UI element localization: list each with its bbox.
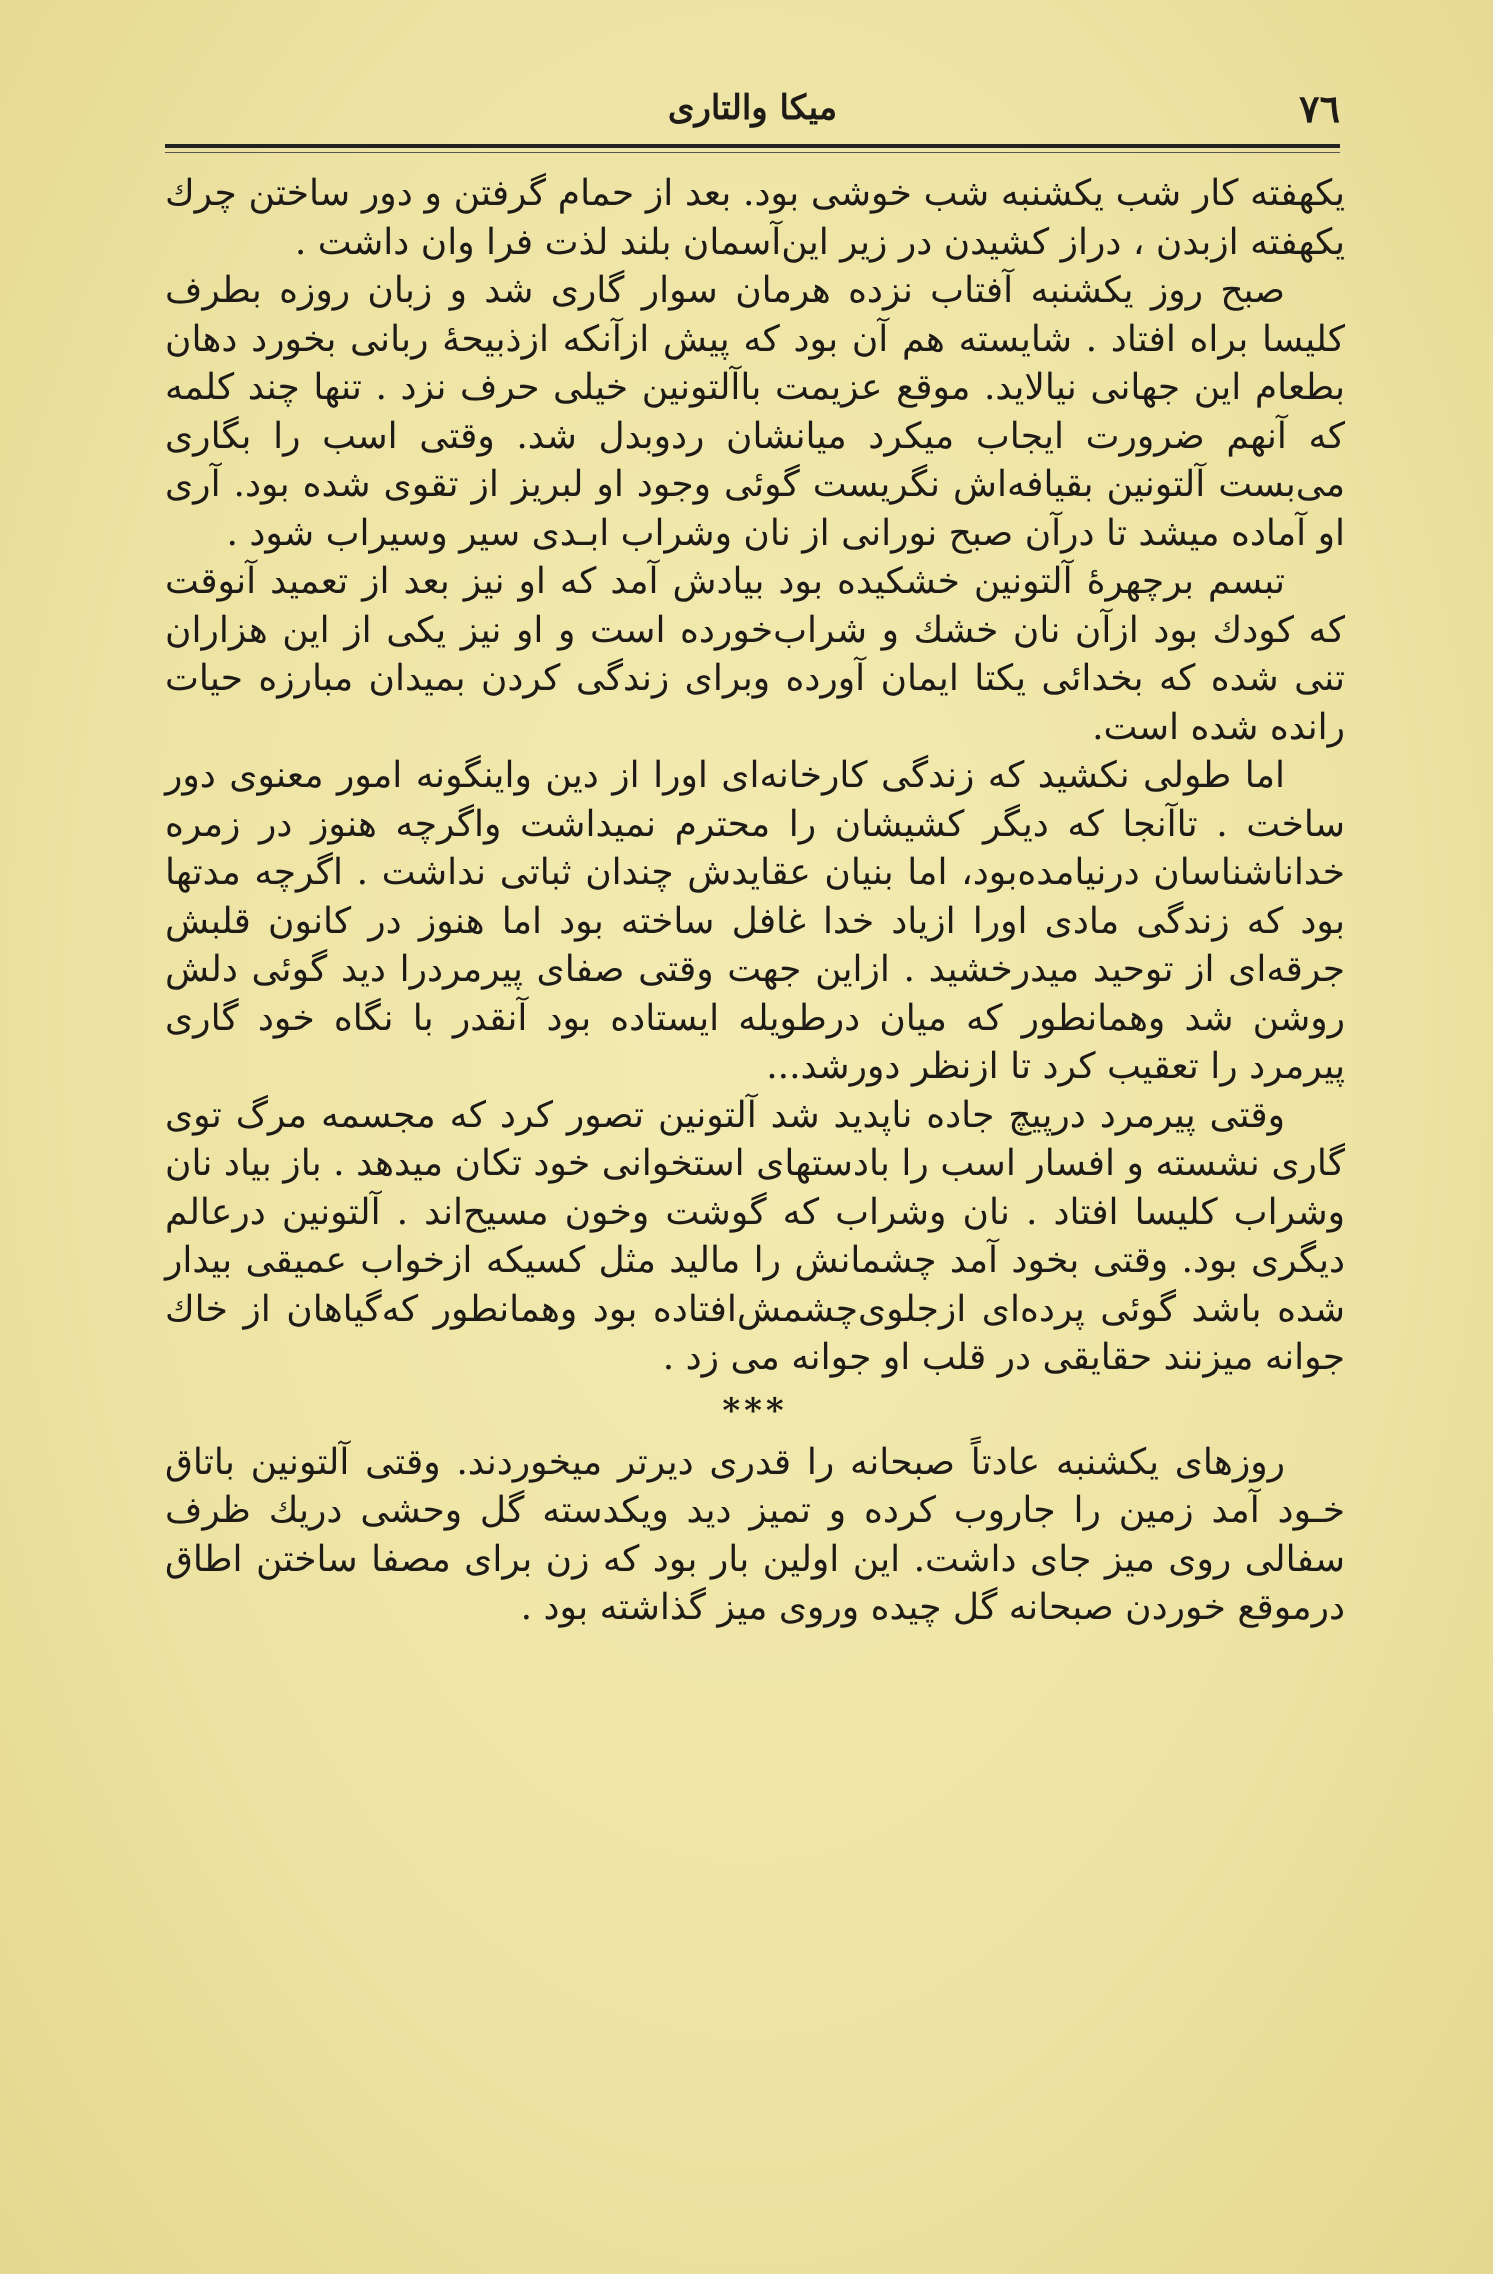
running-title: میکا والتاری: [667, 88, 838, 128]
header-rule: [165, 144, 1340, 148]
paragraph: اما طولی نکشید که زندگی کارخانه‌ای اورا از دین واینگونه امور معنوی دور ساخت . تاآنجا که دیگر کشیشان را محترم نمیداشت واگرچه هنوز در زمره خداناشناسان درنیامده‌بود، اما بنیان عقایدش چندان ثباتی نداشت . اگرچه مدتها بود که زندگی مادی اورا ازیاد خدا غافل ساخته بود اما هنوز در کانون قلبش جرقه‌ای از توحید میدرخشید . ازاین جهت وقتی صفای پیرمردرا دید گوئی دلش روشن شد وهمانطور که میان درطویله ایستاده بود آنقدر با نگاه خود گاری پیرمرد را تعقیب کرد تا ازنظر دورشد...: [165, 755, 1345, 1087]
body-text: [165, 170, 1345, 1633]
page-header: [165, 78, 1340, 138]
section-separator: ***: [722, 1390, 788, 1431]
paragraph: وقتی پیرمرد درپیچ جاده ناپدید شد آلتونین تصور کرد که مجسمه مرگ توی گاری نشسته و افسار اسب را بادستهای استخوانی خود تکان میدهد . باز بیاد نان وشراب کلیسا افتاد . نان وشراب که گوشت وخون مسیح‌اند . آلتونین درعالم دیگری بود. وقتی بخود آمد چشمانش را مالید مثل کسیکه ازخواب عمیقی بیدار شده باشد گوئی پرده‌ای ازجلوی‌چشمش‌افتاده بود وهمانطور که‌گیاهان از خاك جوانه میزنند حقایقی در قلب او جوانه می زد .: [165, 1094, 1345, 1378]
paragraph: صبح روز یکشنبه آفتاب نزده هرمان سوار گاری شد و زبان روزه بطرف کلیسا براه افتاد . شایسته هم آن بود که پیش ازآنکه ازذبیحهٔ ربانی بخورد دهان بطعام این جهانی نیالاید. موقع عزیمت باآلتونین خیلی حرف نزد . تنها چند کلمه که آنهم ضرورت ایجاب میکرد میانشان ردوبدل شد. وقتی اسب را بگاری می‌بست آلتونین بقیافه‌اش نگریست گوئی وجود او لبریز از تقوی شده بود. آری او آماده میشد تا درآن صبح نورانی از نان وشراب ابـدی سیر وسیراب شود .: [165, 270, 1345, 554]
page-number: ٧٦: [1299, 86, 1340, 131]
paragraph: یکهفته کار شب یکشنبه شب خوشی بود. بعد از حمام گرفتن و دور ساختن چرك یکهفته ازبدن ، دراز کشیدن در زیر این‌آسمان بلند لذت فرا وان داشت .: [165, 173, 1345, 263]
header-rule-thin: [165, 152, 1340, 153]
paragraph: تبسم برچهرهٔ آلتونین خشکیده بود بیادش آمد که او نیز بعد از تعمید آنوقت که کودك بود ازآن نان خشك و شراب‌خورده است و او نیز یکی از این هزاران تنی شده که بخدائی یکتا ایمان آورده وبرای زندگی کردن بمیدان مبارزه حیات رانده شده است.: [165, 561, 1345, 748]
paragraph: روزهای یکشنبه عادتاً صبحانه را قدری دیرتر میخوردند. وقتی آلتونین باتاق خـود آمد زمین را جاروب کرده و تمیز دید ویکدسته گل وحشی دریك ظرف سفالی روی میز جای داشت. این اولین بار بود که زن برای مصفا ساختن اطاق درموقع خوردن صبحانه گل چیده وروی میز گذاشته بود .: [165, 1441, 1345, 1628]
